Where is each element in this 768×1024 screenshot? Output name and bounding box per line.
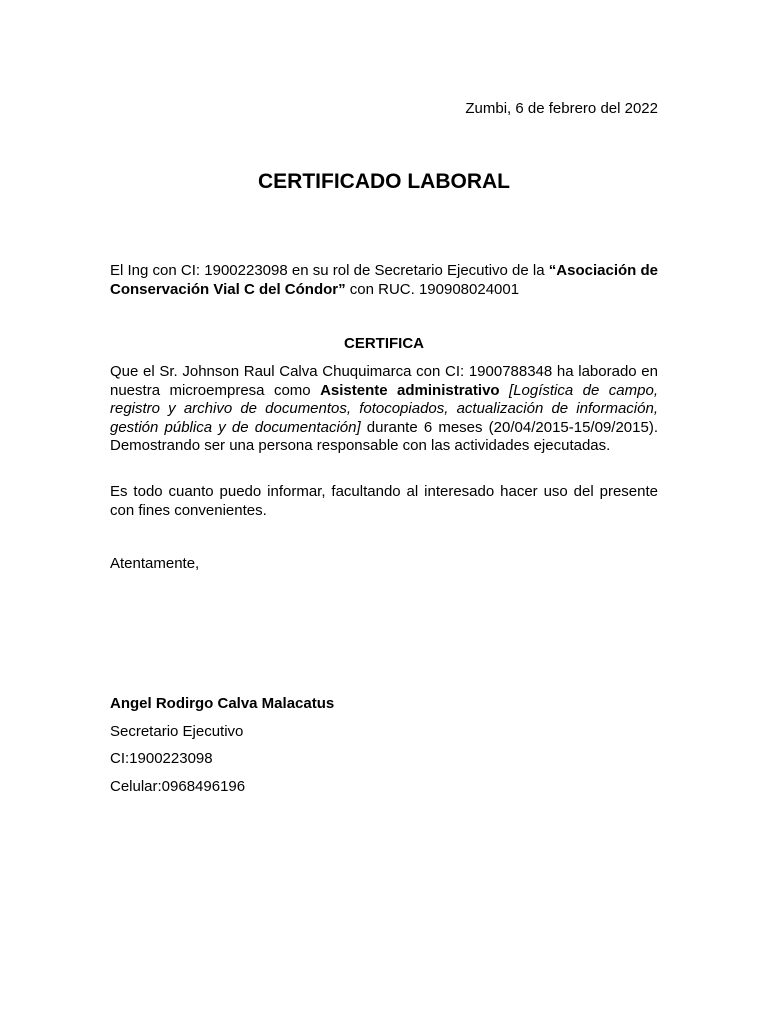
body-text-end: durante 6 meses (20/04/2015-15/09/2015). Demostrando ser una persona responsable con las actividades ejecutadas. [110,418,658,454]
date-line: Zumbi, 6 de febrero del 2022 [465,100,658,117]
intro-text-end: con RUC. 190908024001 [345,280,520,298]
document-title: CERTIFICADO LABORAL [258,170,510,193]
organization-name: “Asociación de Conservación Vial C del Cóndor” [110,262,658,298]
signatory-role: Secretario Ejecutivo [110,723,244,740]
body-paragraph [110,363,658,456]
intro-text-start: El Ing con CI: 1900223098 en su rol de Secretario Ejecutivo de la [110,262,549,279]
intro-paragraph [110,262,658,299]
signatory-ci: CI:1900223098 [110,750,213,767]
certifica-heading: CERTIFICA [344,335,424,352]
job-position: Asistente administrativo [320,381,500,399]
body-text-start: Que el Sr. Johnson Raul Calva Chuquimarca con CI: 1900788348 ha laborado en nuestra microempresa como [110,363,658,399]
job-duties: [Logística de campo, registro y archivo de documentos, fotocopiados, actualización de información, gestión pública y de documentación] [110,381,658,436]
salutation: Atentamente, [110,555,200,572]
closing-paragraph: Es todo cuanto puedo informar, facultando al interesado hacer uso del presente con fines convenientes. [110,483,658,519]
signatory-name: Angel Rodirgo Calva Malacatus [110,695,335,712]
signatory-phone: Celular:0968496196 [110,778,246,795]
